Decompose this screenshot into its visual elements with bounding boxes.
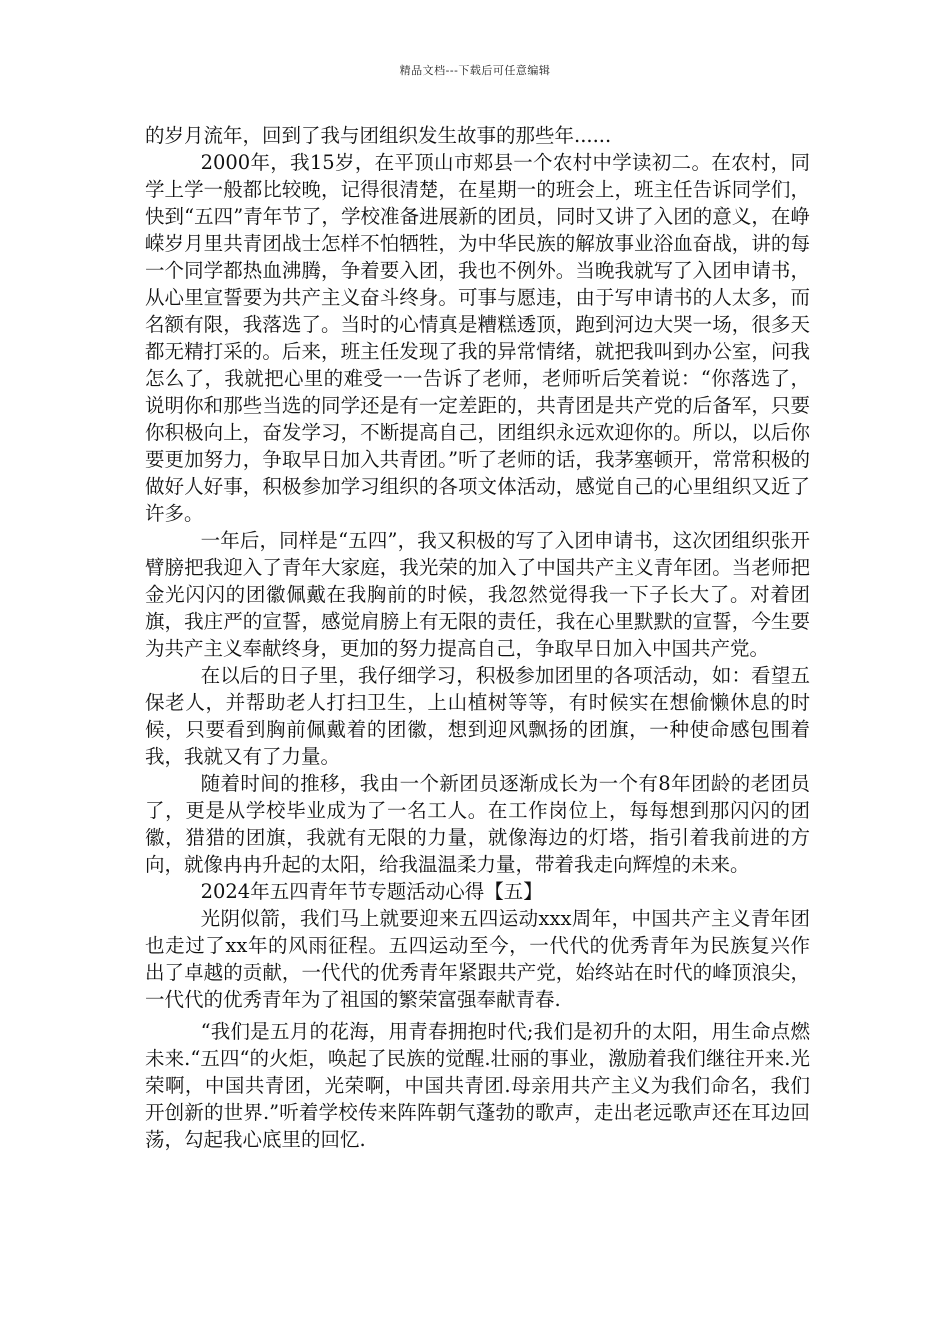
paragraph-may-fourth: 光阴似箭，我们马上就要迎来五四运动xxx周年，中国共产主义青年团也走过了xx年的风雨征程。五四运动至今，一代代的优秀青年为民族复兴作出了卓越的贡献，一代代的优秀青年紧跟共产党，始终站在时代的峰顶浪尖，一代代的优秀青年为了祖国的繁荣富强奉献青春. [145, 907, 810, 1011]
paragraph-one-year-later: 一年后，同样是“五四”，我又积极的写了入团申请书，这次团组织张开臂膀把我迎入了青年大家庭，我光荣的加入了中国共产主义青年团。当老师把金光闪闪的团徽佩戴在我胸前的时候，我忽然觉得我一下子长大了。对着团旗，我庄严的宣誓，感觉肩膀上有无限的责任，我在心里默默的宣誓，今生要为共产主义奉献终身，更加的努力提高自己，争取早日加入中国共产党。 [145, 529, 810, 660]
paragraph-growth: 随着时间的推移，我由一个新团员逐渐成长为一个有8年团龄的老团员了，更是从学校毕业成为了一名工人。在工作岗位上，每每想到那闪闪的团徽，猎猎的团旗，我就有无限的力量，就像海边的灯塔，指引着我前进的方向，就像冉冉升起的太阳，给我温温柔力量，带着我走向辉煌的未来。 [145, 772, 810, 876]
page-header: 精品文档---下载后可任意编辑 [399, 64, 551, 77]
paragraph-song: “我们是五月的花海，用青春拥抱时代;我们是初升的太阳，用生命点燃未来.“五四“的火炬，唤起了民族的觉醒.壮丽的事业，激励着我们继往开来.光荣啊，中国共青团，光荣啊，中国共青团.母亲用共产主义为我们命名，我们开创新的世界.”听着学校传来阵阵朝气蓬勃的歌声，走出老远歌声还在耳边回荡，勾起我心底里的回忆. [145, 1020, 810, 1151]
section-title: 2024年五四青年节专题活动心得【五】 [200, 880, 543, 903]
paragraph-activities: 在以后的日子里，我仔细学习，积极参加团里的各项活动，如：看望五保老人，并帮助老人打扫卫生，上山植树等等，有时候实在想偷懒休息的时候，只要看到胸前佩戴着的团徽，想到迎风飘扬的团旗，一种使命感包围着我，我就又有了力量。 [145, 664, 810, 768]
paragraph-2000: 2000年，我15岁，在平顶山市郏县一个农村中学读初二。在农村，同学上学一般都比较晚，记得很清楚，在星期一的班会上，班主任告诉同学们，快到“五四”青年节了，学校准备进展新的团员，同时又讲了入团的意义，在峥嵘岁月里共青团战士怎样不怕牺牲，为中华民族的解放事业浴血奋战，讲的每一个同学都热血沸腾，争着要入团，我也不例外。当晚我就写了入团申请书，从心里宣誓要为共产主义奋斗终身。可事与愿违，由于写申请书的人太多，而名额有限，我落选了。当时的心情真是糟糕透顶，跑到河边大哭一场，很多天都无精打采的。后来，班主任发现了我的异常情绪，就把我叫到办公室，问我怎么了，我就把心里的难受一一告诉了老师，老师听后笑着说：“你落选了，说明你和那些当选的同学还是有一定差距的，共青团是共产党的后备军，只要你积极向上，奋发学习，不断提高自己，团组织永远欢迎你的。所以，以后你要更加努力，争取早日加入共青团。”听了老师的话，我茅塞顿开，常常积极的做好人好事，积极参加学习组织的各项文体活动，感觉自己的心里组织又近了许多。 [145, 151, 810, 525]
document-body [145, 122, 810, 1153]
paragraph-continuation: 的岁月流年，回到了我与团组织发生故事的那些年...... [145, 124, 612, 147]
